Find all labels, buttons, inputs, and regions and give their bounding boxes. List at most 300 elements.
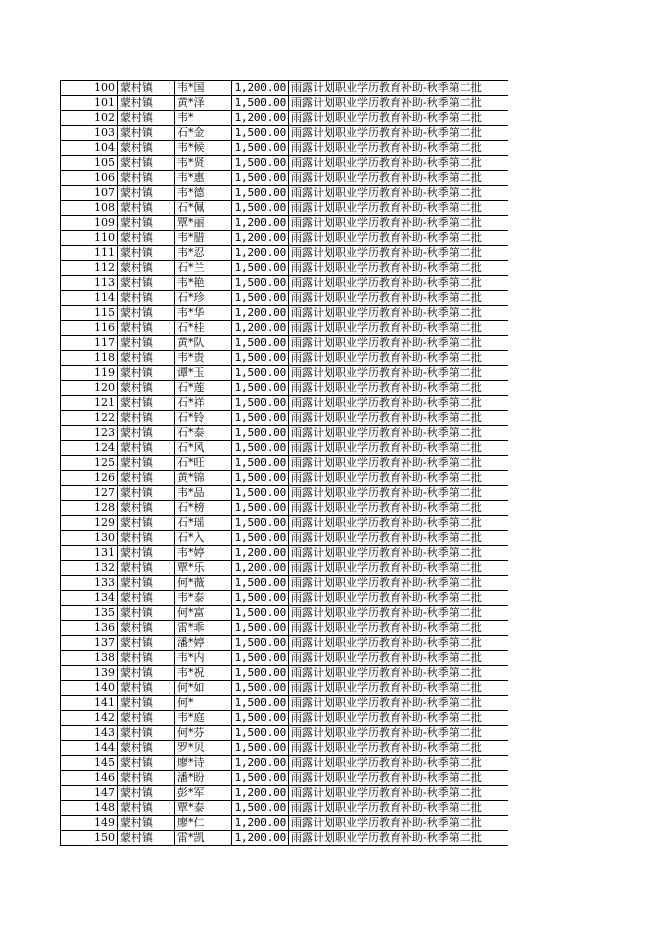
amount-cell: 1,500.00: [232, 801, 289, 816]
recipient-name-cell: 韦*德: [175, 186, 232, 201]
recipient-name-cell: 石*瑶: [175, 516, 232, 531]
recipient-name-cell: 黄*锦: [175, 471, 232, 486]
amount-cell: 1,200.00: [232, 321, 289, 336]
recipient-name-cell: 潘*盼: [175, 771, 232, 786]
town-cell: 蒙村镇: [118, 831, 175, 846]
town-cell: 蒙村镇: [118, 111, 175, 126]
row-number-cell: 130: [61, 531, 118, 546]
row-number-cell: 131: [61, 546, 118, 561]
row-number-cell: 105: [61, 156, 118, 171]
amount-cell: 1,200.00: [232, 831, 289, 846]
row-number-cell: 111: [61, 246, 118, 261]
table-row: [61, 306, 509, 321]
row-number-cell: 104: [61, 141, 118, 156]
subsidy-description-cell: 雨露计划职业学历教育补助-秋季第二批: [289, 141, 509, 156]
table-row: [61, 831, 509, 846]
row-number-cell: 146: [61, 771, 118, 786]
recipient-name-cell: 雷*乖: [175, 621, 232, 636]
town-cell: 蒙村镇: [118, 216, 175, 231]
town-cell: 蒙村镇: [118, 276, 175, 291]
subsidy-description-cell: 雨露计划职业学历教育补助-秋季第二批: [289, 231, 509, 246]
subsidy-description-cell: 雨露计划职业学历教育补助-秋季第二批: [289, 816, 509, 831]
table-row: [61, 321, 509, 336]
row-number-cell: 138: [61, 651, 118, 666]
recipient-name-cell: 韦*忍: [175, 246, 232, 261]
row-number-cell: 135: [61, 606, 118, 621]
town-cell: 蒙村镇: [118, 81, 175, 96]
row-number-cell: 145: [61, 756, 118, 771]
subsidy-description-cell: 雨露计划职业学历教育补助-秋季第二批: [289, 486, 509, 501]
amount-cell: 1,500.00: [232, 141, 289, 156]
town-cell: 蒙村镇: [118, 306, 175, 321]
town-cell: 蒙村镇: [118, 456, 175, 471]
subsidy-description-cell: 雨露计划职业学历教育补助-秋季第二批: [289, 426, 509, 441]
subsidy-description-cell: 雨露计划职业学历教育补助-秋季第二批: [289, 546, 509, 561]
row-number-cell: 120: [61, 381, 118, 396]
subsidy-description-cell: 雨露计划职业学历教育补助-秋季第二批: [289, 81, 509, 96]
row-number-cell: 114: [61, 291, 118, 306]
table-row: [61, 186, 509, 201]
row-number-cell: 136: [61, 621, 118, 636]
town-cell: 蒙村镇: [118, 741, 175, 756]
row-number-cell: 133: [61, 576, 118, 591]
table-row: [61, 756, 509, 771]
town-cell: 蒙村镇: [118, 141, 175, 156]
recipient-name-cell: 韦*惠: [175, 171, 232, 186]
recipient-name-cell: 石*旺: [175, 456, 232, 471]
subsidy-description-cell: 雨露计划职业学历教育补助-秋季第二批: [289, 276, 509, 291]
amount-cell: 1,200.00: [232, 216, 289, 231]
subsidy-table-body: [61, 81, 509, 846]
table-row: [61, 261, 509, 276]
subsidy-description-cell: 雨露计划职业学历教育补助-秋季第二批: [289, 411, 509, 426]
amount-cell: 1,500.00: [232, 516, 289, 531]
amount-cell: 1,500.00: [232, 576, 289, 591]
recipient-name-cell: 韦*内: [175, 651, 232, 666]
recipient-name-cell: 覃*丽: [175, 216, 232, 231]
town-cell: 蒙村镇: [118, 756, 175, 771]
table-row: [61, 636, 509, 651]
subsidy-description-cell: 雨露计划职业学历教育补助-秋季第二批: [289, 351, 509, 366]
amount-cell: 1,500.00: [232, 426, 289, 441]
subsidy-description-cell: 雨露计划职业学历教育补助-秋季第二批: [289, 591, 509, 606]
recipient-name-cell: 何*芬: [175, 726, 232, 741]
table-row: [61, 366, 509, 381]
town-cell: 蒙村镇: [118, 381, 175, 396]
table-row: [61, 291, 509, 306]
row-number-cell: 143: [61, 726, 118, 741]
subsidy-description-cell: 雨露计划职业学历教育补助-秋季第二批: [289, 216, 509, 231]
subsidy-description-cell: 雨露计划职业学历教育补助-秋季第二批: [289, 96, 509, 111]
town-cell: 蒙村镇: [118, 591, 175, 606]
recipient-name-cell: 石*金: [175, 126, 232, 141]
town-cell: 蒙村镇: [118, 261, 175, 276]
amount-cell: 1,500.00: [232, 186, 289, 201]
subsidy-description-cell: 雨露计划职业学历教育补助-秋季第二批: [289, 366, 509, 381]
town-cell: 蒙村镇: [118, 366, 175, 381]
subsidy-description-cell: 雨露计划职业学历教育补助-秋季第二批: [289, 801, 509, 816]
town-cell: 蒙村镇: [118, 621, 175, 636]
town-cell: 蒙村镇: [118, 531, 175, 546]
recipient-name-cell: 石*莲: [175, 381, 232, 396]
row-number-cell: 101: [61, 96, 118, 111]
subsidy-description-cell: 雨露计划职业学历教育补助-秋季第二批: [289, 666, 509, 681]
table-row: [61, 741, 509, 756]
amount-cell: 1,500.00: [232, 651, 289, 666]
town-cell: 蒙村镇: [118, 651, 175, 666]
row-number-cell: 109: [61, 216, 118, 231]
table-row: [61, 126, 509, 141]
recipient-name-cell: 谭*玉: [175, 366, 232, 381]
row-number-cell: 137: [61, 636, 118, 651]
subsidy-description-cell: 雨露计划职业学历教育补助-秋季第二批: [289, 111, 509, 126]
amount-cell: 1,200.00: [232, 246, 289, 261]
table-row: [61, 591, 509, 606]
amount-cell: 1,500.00: [232, 441, 289, 456]
amount-cell: 1,500.00: [232, 156, 289, 171]
amount-cell: 1,500.00: [232, 711, 289, 726]
recipient-name-cell: 石*珍: [175, 291, 232, 306]
row-number-cell: 126: [61, 471, 118, 486]
row-number-cell: 150: [61, 831, 118, 846]
table-row: [61, 771, 509, 786]
row-number-cell: 141: [61, 696, 118, 711]
recipient-name-cell: 覃*乐: [175, 561, 232, 576]
amount-cell: 1,500.00: [232, 726, 289, 741]
table-row: [61, 516, 509, 531]
subsidy-description-cell: 雨露计划职业学历教育补助-秋季第二批: [289, 831, 509, 846]
recipient-name-cell: 石*兰: [175, 261, 232, 276]
table-row: [61, 651, 509, 666]
recipient-name-cell: 石*桂: [175, 321, 232, 336]
town-cell: 蒙村镇: [118, 171, 175, 186]
town-cell: 蒙村镇: [118, 576, 175, 591]
row-number-cell: 127: [61, 486, 118, 501]
table-row: [61, 561, 509, 576]
table-row: [61, 501, 509, 516]
town-cell: 蒙村镇: [118, 546, 175, 561]
table-row: [61, 381, 509, 396]
amount-cell: 1,500.00: [232, 366, 289, 381]
row-number-cell: 117: [61, 336, 118, 351]
town-cell: 蒙村镇: [118, 471, 175, 486]
town-cell: 蒙村镇: [118, 231, 175, 246]
recipient-name-cell: 罗*贝: [175, 741, 232, 756]
amount-cell: 1,500.00: [232, 471, 289, 486]
subsidy-description-cell: 雨露计划职业学历教育补助-秋季第二批: [289, 156, 509, 171]
row-number-cell: 116: [61, 321, 118, 336]
row-number-cell: 147: [61, 786, 118, 801]
table-row: [61, 786, 509, 801]
amount-cell: 1,200.00: [232, 111, 289, 126]
table-row: [61, 801, 509, 816]
recipient-name-cell: 黄*队: [175, 336, 232, 351]
town-cell: 蒙村镇: [118, 606, 175, 621]
amount-cell: 1,500.00: [232, 351, 289, 366]
recipient-name-cell: 韦*腊: [175, 231, 232, 246]
recipient-name-cell: 何*薇: [175, 576, 232, 591]
row-number-cell: 110: [61, 231, 118, 246]
row-number-cell: 106: [61, 171, 118, 186]
amount-cell: 1,200.00: [232, 546, 289, 561]
town-cell: 蒙村镇: [118, 726, 175, 741]
town-cell: 蒙村镇: [118, 501, 175, 516]
recipient-name-cell: 何*富: [175, 606, 232, 621]
table-row: [61, 531, 509, 546]
recipient-name-cell: 韦*贵: [175, 351, 232, 366]
row-number-cell: 121: [61, 396, 118, 411]
row-number-cell: 149: [61, 816, 118, 831]
recipient-name-cell: 何*: [175, 696, 232, 711]
town-cell: 蒙村镇: [118, 801, 175, 816]
subsidy-description-cell: 雨露计划职业学历教育补助-秋季第二批: [289, 576, 509, 591]
table-row: [61, 471, 509, 486]
subsidy-description-cell: 雨露计划职业学历教育补助-秋季第二批: [289, 771, 509, 786]
amount-cell: 1,500.00: [232, 381, 289, 396]
recipient-name-cell: 韦*贤: [175, 156, 232, 171]
town-cell: 蒙村镇: [118, 711, 175, 726]
recipient-name-cell: 韦*庭: [175, 711, 232, 726]
row-number-cell: 119: [61, 366, 118, 381]
row-number-cell: 148: [61, 801, 118, 816]
table-row: [61, 606, 509, 621]
recipient-name-cell: 石*铃: [175, 411, 232, 426]
recipient-name-cell: 韦*祝: [175, 666, 232, 681]
recipient-name-cell: 何*如: [175, 681, 232, 696]
table-row: [61, 336, 509, 351]
subsidy-description-cell: 雨露计划职业学历教育补助-秋季第二批: [289, 651, 509, 666]
amount-cell: 1,500.00: [232, 201, 289, 216]
amount-cell: 1,500.00: [232, 96, 289, 111]
amount-cell: 1,200.00: [232, 231, 289, 246]
town-cell: 蒙村镇: [118, 816, 175, 831]
subsidy-description-cell: 雨露计划职业学历教育补助-秋季第二批: [289, 321, 509, 336]
recipient-name-cell: 石*祥: [175, 396, 232, 411]
subsidy-description-cell: 雨露计划职业学历教育补助-秋季第二批: [289, 381, 509, 396]
subsidy-description-cell: 雨露计划职业学历教育补助-秋季第二批: [289, 261, 509, 276]
town-cell: 蒙村镇: [118, 126, 175, 141]
subsidy-description-cell: 雨露计划职业学历教育补助-秋季第二批: [289, 126, 509, 141]
subsidy-description-cell: 雨露计划职业学历教育补助-秋季第二批: [289, 696, 509, 711]
amount-cell: 1,500.00: [232, 621, 289, 636]
town-cell: 蒙村镇: [118, 96, 175, 111]
recipient-name-cell: 雷*凯: [175, 831, 232, 846]
table-row: [61, 816, 509, 831]
row-number-cell: 144: [61, 741, 118, 756]
amount-cell: 1,500.00: [232, 456, 289, 471]
amount-cell: 1,500.00: [232, 126, 289, 141]
town-cell: 蒙村镇: [118, 561, 175, 576]
subsidy-description-cell: 雨露计划职业学历教育补助-秋季第二批: [289, 726, 509, 741]
row-number-cell: 125: [61, 456, 118, 471]
row-number-cell: 128: [61, 501, 118, 516]
table-row: [61, 276, 509, 291]
town-cell: 蒙村镇: [118, 186, 175, 201]
subsidy-description-cell: 雨露计划职业学历教育补助-秋季第二批: [289, 246, 509, 261]
table-row: [61, 576, 509, 591]
amount-cell: 1,500.00: [232, 501, 289, 516]
table-row: [61, 96, 509, 111]
row-number-cell: 124: [61, 441, 118, 456]
subsidy-description-cell: 雨露计划职业学历教育补助-秋季第二批: [289, 396, 509, 411]
recipient-name-cell: 韦*国: [175, 81, 232, 96]
recipient-name-cell: 韦*婷: [175, 546, 232, 561]
subsidy-description-cell: 雨露计划职业学历教育补助-秋季第二批: [289, 186, 509, 201]
amount-cell: 1,500.00: [232, 261, 289, 276]
town-cell: 蒙村镇: [118, 336, 175, 351]
subsidy-description-cell: 雨露计划职业学历教育补助-秋季第二批: [289, 621, 509, 636]
amount-cell: 1,500.00: [232, 591, 289, 606]
table-row: [61, 666, 509, 681]
amount-cell: 1,500.00: [232, 771, 289, 786]
row-number-cell: 102: [61, 111, 118, 126]
table-row: [61, 486, 509, 501]
row-number-cell: 129: [61, 516, 118, 531]
recipient-name-cell: 韦*候: [175, 141, 232, 156]
row-number-cell: 112: [61, 261, 118, 276]
town-cell: 蒙村镇: [118, 351, 175, 366]
subsidy-description-cell: 雨露计划职业学历教育补助-秋季第二批: [289, 441, 509, 456]
table-row: [61, 231, 509, 246]
table-row: [61, 546, 509, 561]
amount-cell: 1,500.00: [232, 276, 289, 291]
amount-cell: 1,500.00: [232, 531, 289, 546]
subsidy-description-cell: 雨露计划职业学历教育补助-秋季第二批: [289, 561, 509, 576]
recipient-name-cell: 石*风: [175, 441, 232, 456]
row-number-cell: 142: [61, 711, 118, 726]
town-cell: 蒙村镇: [118, 771, 175, 786]
table-row: [61, 141, 509, 156]
row-number-cell: 115: [61, 306, 118, 321]
recipient-name-cell: 韦*品: [175, 486, 232, 501]
town-cell: 蒙村镇: [118, 786, 175, 801]
table-row: [61, 246, 509, 261]
subsidy-description-cell: 雨露计划职业学历教育补助-秋季第二批: [289, 471, 509, 486]
amount-cell: 1,500.00: [232, 396, 289, 411]
table-row: [61, 441, 509, 456]
recipient-name-cell: 石*入: [175, 531, 232, 546]
amount-cell: 1,500.00: [232, 336, 289, 351]
subsidy-description-cell: 雨露计划职业学历教育补助-秋季第二批: [289, 786, 509, 801]
recipient-name-cell: 韦*泰: [175, 591, 232, 606]
town-cell: 蒙村镇: [118, 516, 175, 531]
subsidy-description-cell: 雨露计划职业学历教育补助-秋季第二批: [289, 306, 509, 321]
table-row: [61, 216, 509, 231]
subsidy-description-cell: 雨露计划职业学历教育补助-秋季第二批: [289, 291, 509, 306]
subsidy-description-cell: 雨露计划职业学历教育补助-秋季第二批: [289, 606, 509, 621]
row-number-cell: 139: [61, 666, 118, 681]
amount-cell: 1,200.00: [232, 786, 289, 801]
subsidy-description-cell: 雨露计划职业学历教育补助-秋季第二批: [289, 171, 509, 186]
table-row: [61, 621, 509, 636]
town-cell: 蒙村镇: [118, 681, 175, 696]
amount-cell: 1,500.00: [232, 171, 289, 186]
amount-cell: 1,200.00: [232, 816, 289, 831]
subsidy-description-cell: 雨露计划职业学历教育补助-秋季第二批: [289, 681, 509, 696]
amount-cell: 1,500.00: [232, 666, 289, 681]
table-row: [61, 351, 509, 366]
table-row: [61, 201, 509, 216]
row-number-cell: 132: [61, 561, 118, 576]
table-row: [61, 156, 509, 171]
town-cell: 蒙村镇: [118, 666, 175, 681]
recipient-name-cell: 韦*: [175, 111, 232, 126]
amount-cell: 1,500.00: [232, 486, 289, 501]
row-number-cell: 118: [61, 351, 118, 366]
recipient-name-cell: 廖*诗: [175, 756, 232, 771]
subsidy-description-cell: 雨露计划职业学历教育补助-秋季第二批: [289, 201, 509, 216]
row-number-cell: 140: [61, 681, 118, 696]
row-number-cell: 107: [61, 186, 118, 201]
town-cell: 蒙村镇: [118, 636, 175, 651]
town-cell: 蒙村镇: [118, 201, 175, 216]
subsidy-table: [60, 80, 508, 846]
subsidy-description-cell: 雨露计划职业学历教育补助-秋季第二批: [289, 531, 509, 546]
table-row: [61, 171, 509, 186]
table-row: [61, 726, 509, 741]
subsidy-description-cell: 雨露计划职业学历教育补助-秋季第二批: [289, 741, 509, 756]
recipient-name-cell: 石*佩: [175, 201, 232, 216]
recipient-name-cell: 廖*仁: [175, 816, 232, 831]
recipient-name-cell: 韦*华: [175, 306, 232, 321]
recipient-name-cell: 韦*艳: [175, 276, 232, 291]
subsidy-description-cell: 雨露计划职业学历教育补助-秋季第二批: [289, 516, 509, 531]
recipient-name-cell: 潘*婷: [175, 636, 232, 651]
amount-cell: 1,200.00: [232, 81, 289, 96]
amount-cell: 1,200.00: [232, 306, 289, 321]
row-number-cell: 103: [61, 126, 118, 141]
recipient-name-cell: 石*榜: [175, 501, 232, 516]
town-cell: 蒙村镇: [118, 291, 175, 306]
town-cell: 蒙村镇: [118, 396, 175, 411]
town-cell: 蒙村镇: [118, 426, 175, 441]
row-number-cell: 113: [61, 276, 118, 291]
town-cell: 蒙村镇: [118, 246, 175, 261]
row-number-cell: 122: [61, 411, 118, 426]
subsidy-description-cell: 雨露计划职业学历教育补助-秋季第二批: [289, 336, 509, 351]
subsidy-description-cell: 雨露计划职业学历教育补助-秋季第二批: [289, 711, 509, 726]
row-number-cell: 134: [61, 591, 118, 606]
amount-cell: 1,200.00: [232, 756, 289, 771]
row-number-cell: 108: [61, 201, 118, 216]
subsidy-description-cell: 雨露计划职业学历教育补助-秋季第二批: [289, 636, 509, 651]
subsidy-description-cell: 雨露计划职业学历教育补助-秋季第二批: [289, 501, 509, 516]
amount-cell: 1,500.00: [232, 741, 289, 756]
amount-cell: 1,500.00: [232, 411, 289, 426]
amount-cell: 1,500.00: [232, 636, 289, 651]
table-row: [61, 81, 509, 96]
town-cell: 蒙村镇: [118, 441, 175, 456]
amount-cell: 1,500.00: [232, 291, 289, 306]
table-row: [61, 696, 509, 711]
recipient-name-cell: 黄*泽: [175, 96, 232, 111]
table-row: [61, 426, 509, 441]
table-row: [61, 396, 509, 411]
row-number-cell: 123: [61, 426, 118, 441]
table-row: [61, 681, 509, 696]
amount-cell: 1,200.00: [232, 561, 289, 576]
subsidy-description-cell: 雨露计划职业学历教育补助-秋季第二批: [289, 456, 509, 471]
subsidy-description-cell: 雨露计划职业学历教育补助-秋季第二批: [289, 756, 509, 771]
recipient-name-cell: 覃*泰: [175, 801, 232, 816]
row-number-cell: 100: [61, 81, 118, 96]
town-cell: 蒙村镇: [118, 696, 175, 711]
table-row: [61, 456, 509, 471]
recipient-name-cell: 彭*军: [175, 786, 232, 801]
town-cell: 蒙村镇: [118, 321, 175, 336]
table-row: [61, 111, 509, 126]
amount-cell: 1,500.00: [232, 606, 289, 621]
